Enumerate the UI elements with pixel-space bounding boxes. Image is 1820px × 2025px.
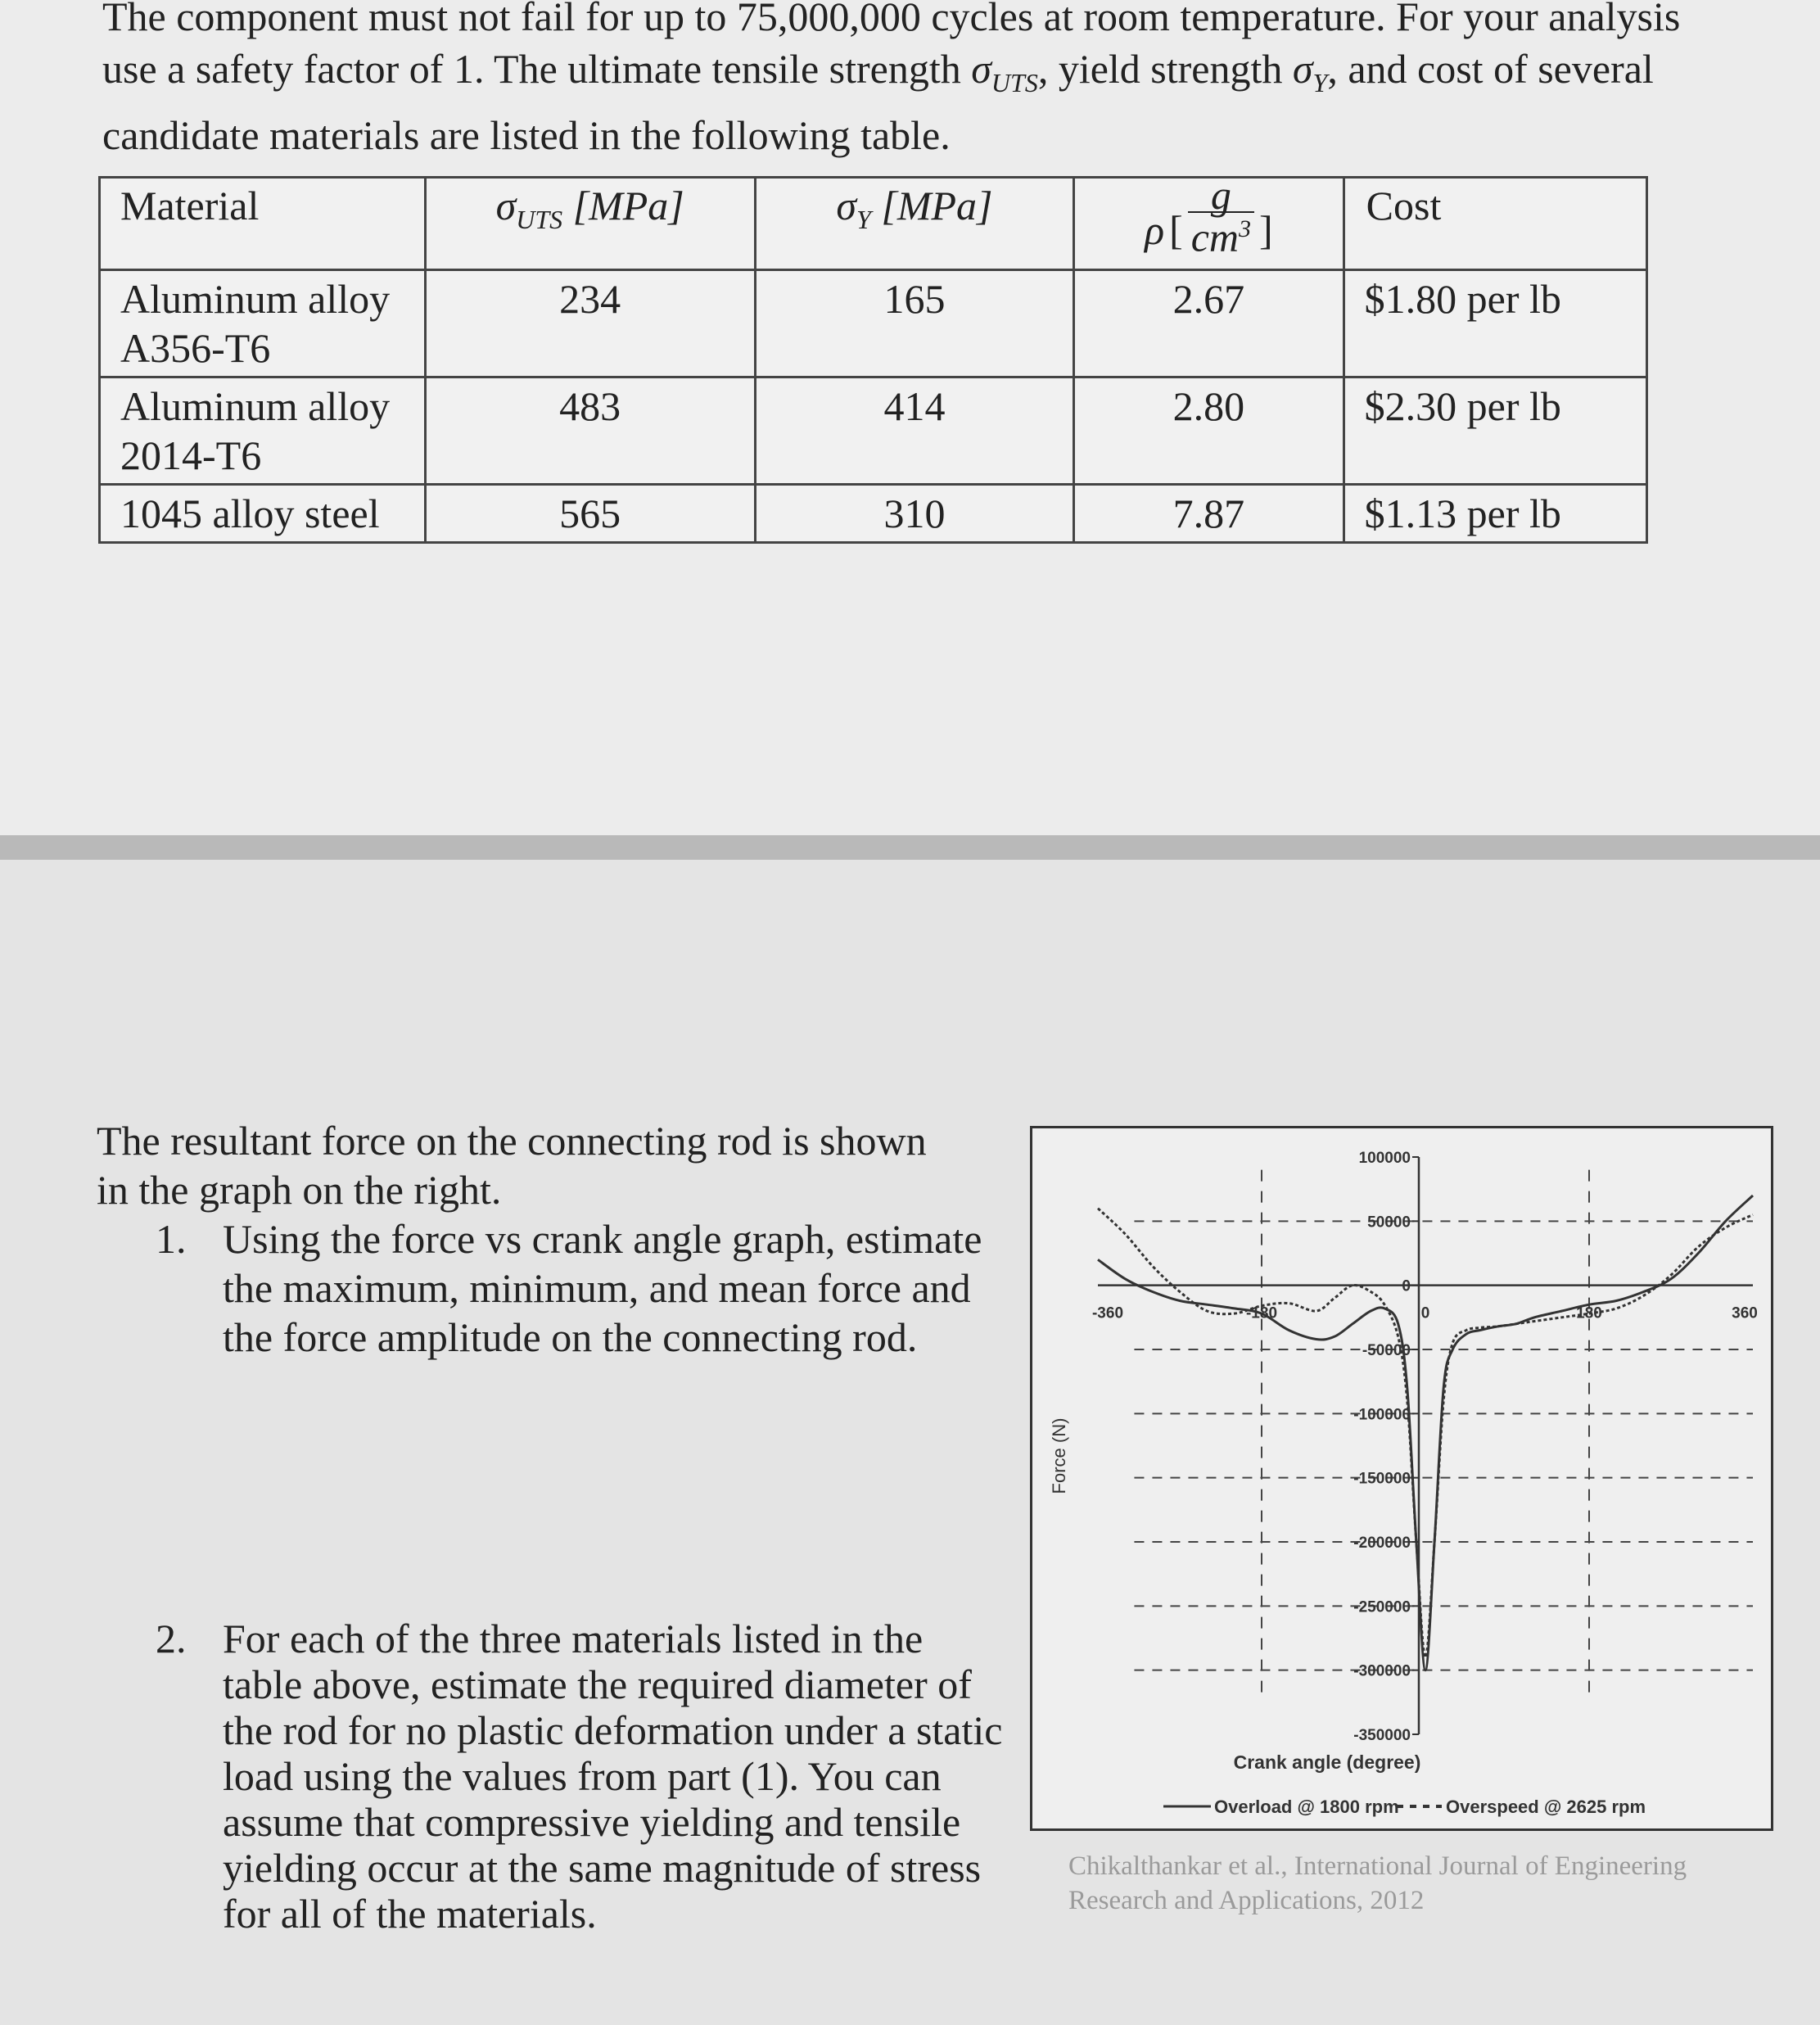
sigma-symbol: σ <box>836 183 857 228</box>
question-number: 2. <box>156 1616 187 1661</box>
cell-density: 2.67 <box>1074 270 1344 377</box>
x-tick-label: -360 <box>1091 1304 1124 1322</box>
cell-material <box>100 270 426 377</box>
force-chart-svg <box>1032 1128 1771 1828</box>
density-exponent: 3 <box>1239 215 1252 243</box>
page-top <box>0 0 1820 835</box>
cell-material <box>100 377 426 485</box>
material-name-line2: A356-T6 <box>120 325 271 371</box>
cell-cost: $1.13 per lb <box>1344 485 1646 543</box>
page-divider <box>0 835 1820 860</box>
cell-yield: 310 <box>755 485 1073 543</box>
density-denominator: cm <box>1190 214 1240 260</box>
x-tick-label: -180 <box>1245 1304 1278 1322</box>
chart-citation: Chikalthankar et al., International Journal of Engineering Research and Applications, 2012 <box>1068 1851 1687 1915</box>
density-numerator: g <box>1210 172 1231 219</box>
question-text: Using the force vs crank angle graph, estimate the maximum, minimum, and mean force and the force amplitude on the connecting rod. <box>223 1216 982 1360</box>
header-density: ρ [ g $cm^3$ ] <box>1074 178 1344 270</box>
y-tick-label: 50000 <box>1367 1214 1411 1232</box>
table-row <box>100 485 1647 543</box>
legend-overspeed: Overspeed @ 2625 rpm <box>1446 1797 1646 1817</box>
intro-line-2c: , and cost of several <box>1327 46 1654 92</box>
y-tick-label: -300000 <box>1353 1662 1411 1680</box>
force-chart <box>1030 1126 1773 1831</box>
table-row <box>100 377 1647 485</box>
x-tick-label: 180 <box>1576 1304 1602 1322</box>
sigma-symbol: σ <box>1292 46 1313 92</box>
cell-uts: 565 <box>425 485 755 543</box>
y-tick-label: -200000 <box>1353 1535 1411 1552</box>
y-tick-label: -100000 <box>1353 1406 1411 1424</box>
header-uts-unit: [MPa] <box>572 183 684 228</box>
uts-subscript: UTS <box>991 68 1038 97</box>
y-tick-label: -250000 <box>1353 1598 1411 1616</box>
cell-uts: 234 <box>425 270 755 377</box>
sigma-y <box>1292 46 1328 97</box>
y-subscript: Y <box>856 205 871 234</box>
intro-line-3: candidate materials are listed in the following table. <box>102 112 951 158</box>
cell-material: 1045 alloy steel <box>100 485 426 543</box>
material-name-line1: Aluminum alloy <box>120 276 391 322</box>
header-yield-unit: [MPa] <box>881 183 993 228</box>
chart-series <box>1098 1196 1753 1670</box>
x-tick-label: 360 <box>1732 1304 1758 1322</box>
intro-line-2a: use a safety factor of 1. The ultimate tensile strength <box>102 46 972 92</box>
question-number: 1. <box>156 1216 187 1262</box>
series-line-overload <box>1098 1196 1753 1670</box>
table-row <box>100 270 1647 377</box>
header-yield <box>755 178 1073 270</box>
header-cost: Cost <box>1344 178 1646 270</box>
intro-paragraph <box>102 0 1805 161</box>
question-2 <box>156 1616 1007 1937</box>
cell-cost: $1.80 per lb <box>1344 270 1646 377</box>
intro-line-1: The component must not fail for up to 75,000,000 cycles at room temperature. For your analysis <box>102 0 1681 39</box>
question-1 <box>156 1214 1007 1362</box>
table-header-row <box>100 178 1647 270</box>
header-material: Material <box>100 178 426 270</box>
y-tick-label: -50000 <box>1362 1342 1411 1359</box>
cell-density: 2.80 <box>1074 377 1344 485</box>
cell-density: 7.87 <box>1074 485 1344 543</box>
sigma-uts <box>971 46 1038 97</box>
uts-subscript: UTS <box>516 205 563 234</box>
y-tick-label: -150000 <box>1353 1470 1411 1488</box>
y-tick-label: -350000 <box>1353 1727 1411 1744</box>
cell-yield: 414 <box>755 377 1073 485</box>
cell-uts: 483 <box>425 377 755 485</box>
x-tick-label: 0 <box>1420 1304 1430 1322</box>
y-tick-label: 100000 <box>1358 1150 1411 1167</box>
material-name-line1: Aluminum alloy <box>120 383 391 429</box>
y-tick-label: 0 <box>1402 1277 1411 1295</box>
legend-overload: Overload @ 1800 rpm <box>1214 1797 1399 1817</box>
intro-line-2 <box>102 43 1805 109</box>
y-axis-label: Force (N) <box>1049 1417 1069 1494</box>
series-line-overspeed <box>1098 1209 1753 1657</box>
resultant-line-1: The resultant force on the connecting rod is shown <box>97 1118 927 1164</box>
resultant-line-2: in the graph on the right. <box>97 1167 502 1213</box>
question-text: For each of the three materials listed in the table above, estimate the required diameter of the rod for no plastic deformation under a static load using the values from part (1). You can assume that compressive yielding and tensile yielding occur at the same magnitude of stress for all of the materials. <box>223 1616 1003 1937</box>
header-uts <box>425 178 755 270</box>
chart-grid <box>1134 1170 1753 1696</box>
cell-yield: 165 <box>755 270 1073 377</box>
intro-line-2b: , yield strength <box>1037 46 1293 92</box>
cell-cost: $2.30 per lb <box>1344 377 1646 485</box>
rho-symbol: ρ <box>1145 207 1165 253</box>
materials-table <box>98 172 1648 544</box>
sigma-symbol: σ <box>495 183 517 228</box>
sigma-symbol: σ <box>971 46 991 92</box>
x-axis-label: Crank angle (degree) <box>1233 1752 1421 1773</box>
resultant-paragraph <box>97 1116 997 1214</box>
material-name-line2: 2014-T6 <box>120 432 262 478</box>
y-subscript: Y <box>1312 68 1328 97</box>
